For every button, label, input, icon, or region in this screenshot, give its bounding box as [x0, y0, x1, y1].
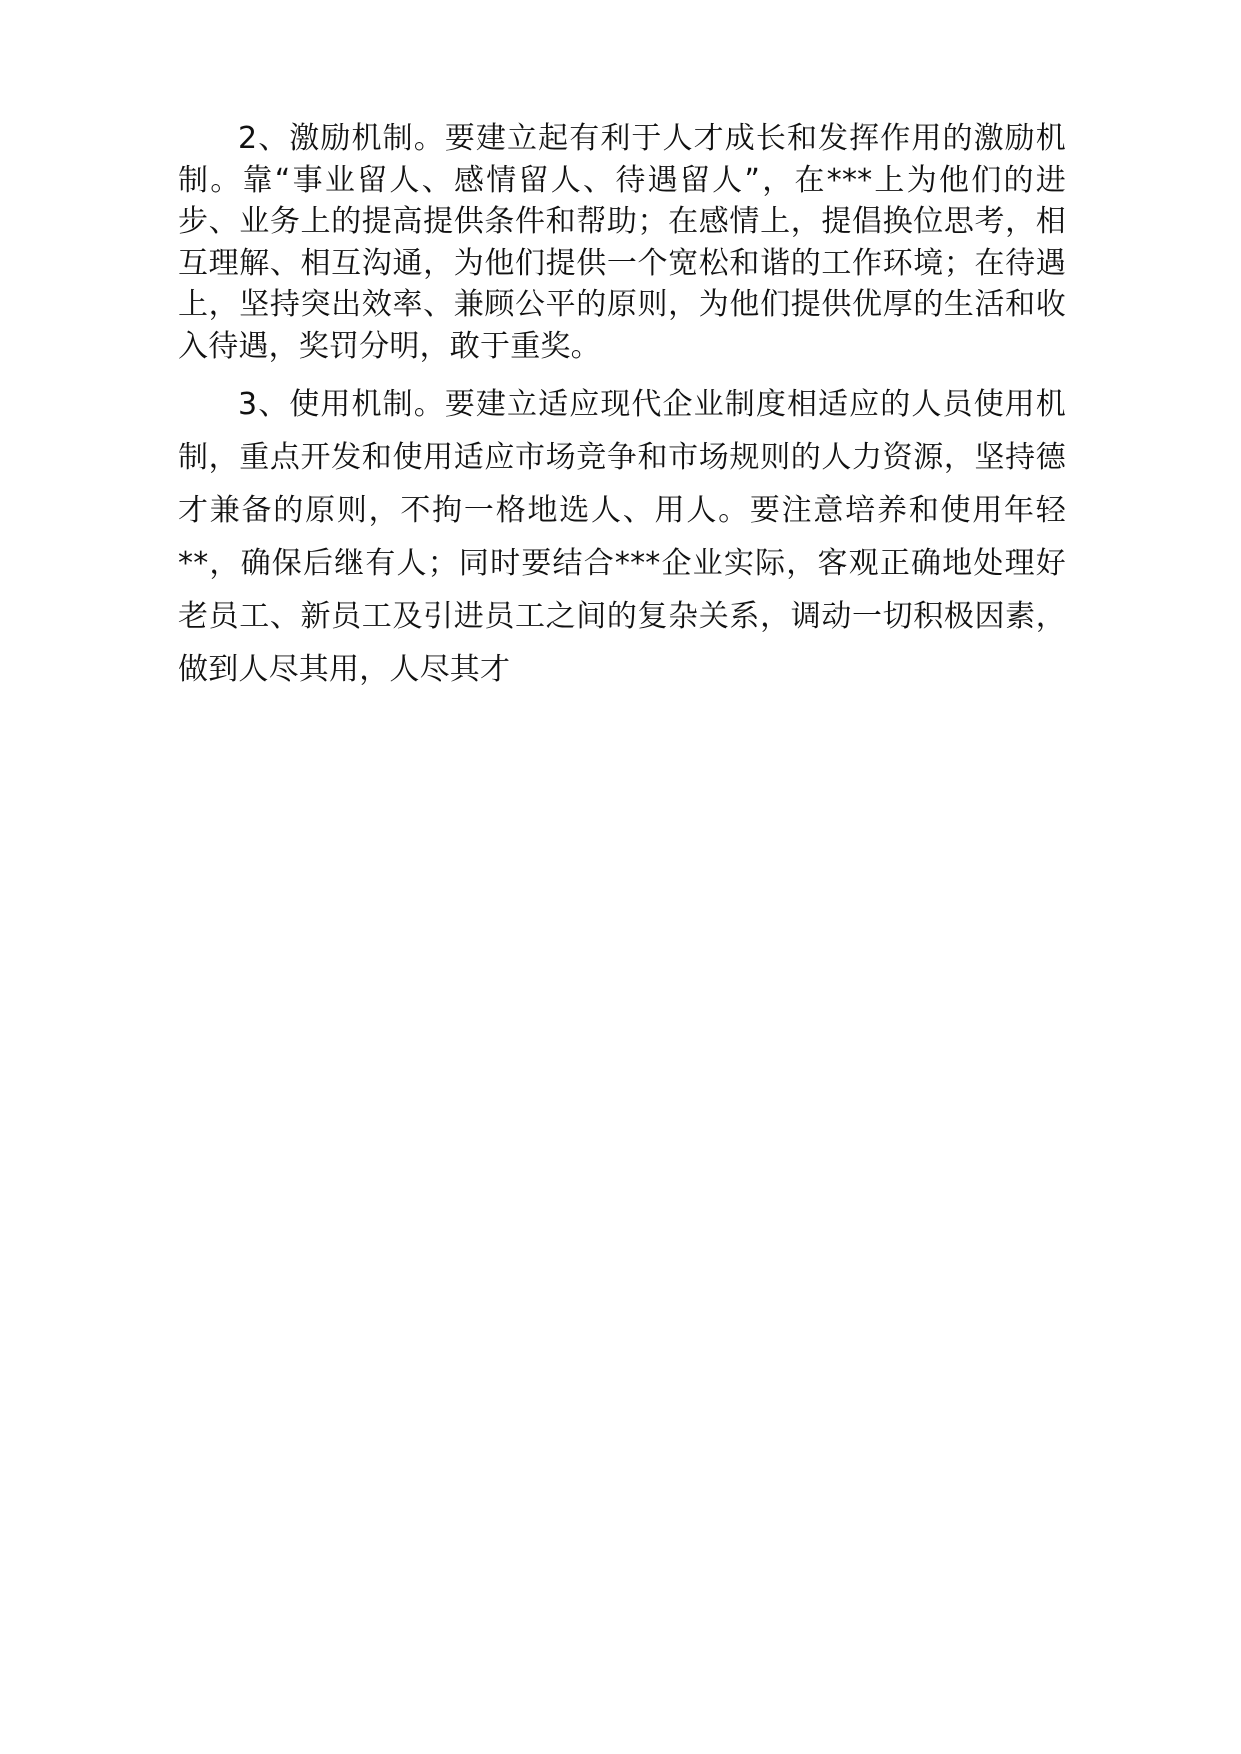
paragraph-block-incentive	[178, 118, 1066, 367]
paragraph-incentive-mechanism: 2、激励机制。要建立起有利于人才成长和发挥作用的激励机制。靠“事业留人、感情留人、待遇留人”，在***上为他们的进步、业务上的提高提供条件和帮助；在感情上，提倡换位思考，相互理解、相互沟通，为他们提供一个宽松和谐的工作环境；在待遇上，坚持突出效率、兼顾公平的原则，为他们提供优厚的生活和收入待遇，奖罚分明，敢于重奖。	[178, 121, 1066, 364]
paragraph-usage-mechanism: 3、使用机制。要建立适应现代企业制度相适应的人员使用机制，重点开发和使用适应市场竞争和市场规则的人力资源，坚持德才兼备的原则，不拘一格地选人、用人。要注意培养和使用年轻**，确保后继有人；同时要结合***企业实际，客观正确地处理好老员工、新员工及引进员工之间的复杂关系，调动一切积极因素，做到人尽其用，人尽其才	[178, 387, 1066, 687]
paragraph-block-usage	[178, 378, 1066, 696]
